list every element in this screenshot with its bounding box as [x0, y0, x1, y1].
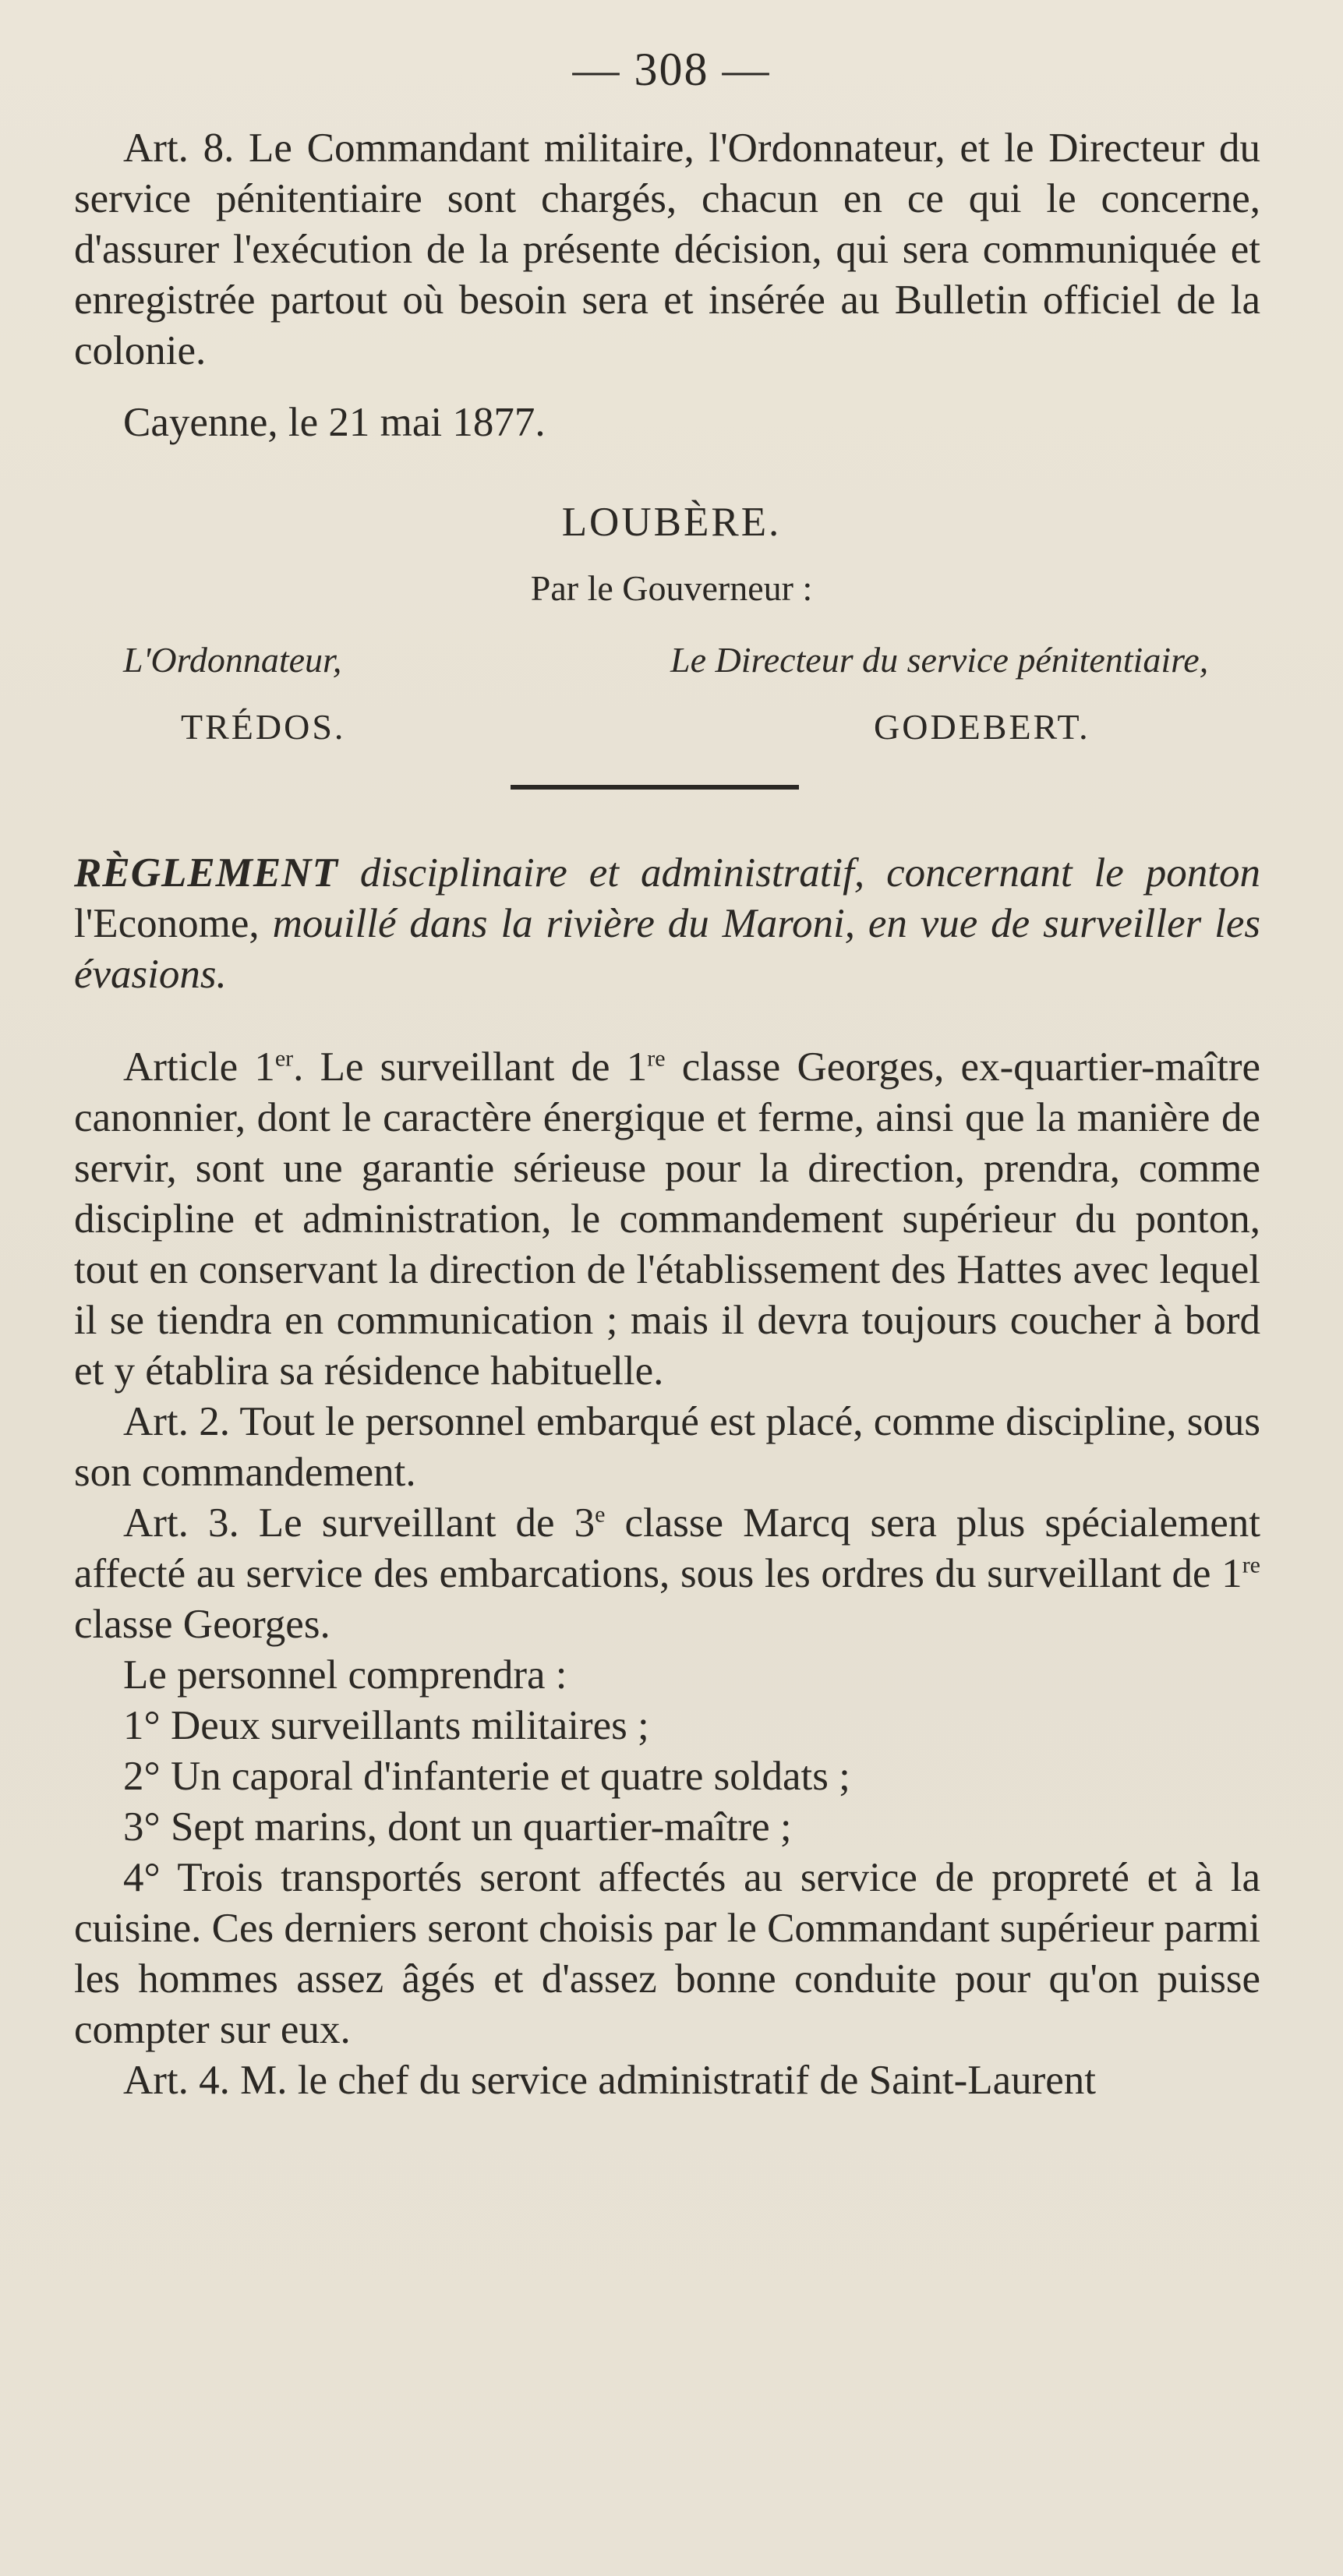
article-3-sup-1: e: [595, 1501, 606, 1528]
article-1-rest: classe Georges, ex-quartier-maître canonnier, dont le caractère énergique et ferme, ainsi que la manière de servir, sont une garantie sérieuse pour la direction, prendra, comme discipline et administration, le commandement supérieur du ponton, tout en conservant la direction de l'établissement des Hattes avec lequel il se tiendra en communication ; mais il devra toujours coucher à bord et y établira sa résidence habituelle.: [74, 1044, 1260, 1394]
ordonnateur-title: L'Ordonnateur,: [123, 640, 342, 680]
article-3-lead: Art. 3. Le surveillant de 3: [123, 1500, 596, 1546]
heading-ship-name: l'Econome,: [74, 901, 260, 946]
heading-part1: disciplinaire et administratif, concernant le ponton: [338, 850, 1260, 896]
directeur-title: Le Directeur du service pénitentiaire,: [670, 640, 1209, 680]
par-le-gouverneur: Par le Gouverneur :: [530, 568, 813, 608]
article-1: [74, 1042, 1260, 1397]
reglement-heading-text: [74, 848, 1260, 1000]
article-4: Art. 4. M. le chef du service administratif de Saint-Laurent: [123, 2058, 1097, 2103]
article-1-sup-2: re: [647, 1045, 666, 1072]
section-divider: [511, 785, 799, 790]
ordonnateur-name: TRÉDOS.: [181, 707, 346, 747]
dateline: Cayenne, le 21 mai 1877.: [123, 400, 546, 445]
article-1-lead: Article 1: [123, 1044, 275, 1090]
article-1-sup-1: er: [274, 1045, 294, 1072]
article-3-mid: classe Marcq sera plus spécialement affecté au service des embarcations, sous les ordres du surveillant de 1: [74, 1500, 1260, 1596]
article-1-mid: . Le surveillant de 1: [293, 1044, 648, 1090]
article-8-text: Art. 8. Le Commandant militaire, l'Ordonnateur, et le Directeur du service pénitentiaire sont chargés, chacun en ce qui le concerne, d'assurer l'exécution de la présente décision, qui sera communiquée et enregistrée partout où besoin sera et insérée au Bulletin officiel de la colonie.: [74, 125, 1260, 373]
article-3: [74, 1498, 1260, 1650]
signatory-name: LOUBÈRE.: [561, 500, 782, 545]
page-number: — 308 —: [572, 44, 771, 95]
list-item: 1° Deux surveillants militaires ;: [123, 1703, 649, 1748]
personnel-intro: Le personnel comprendra :: [123, 1652, 567, 1698]
list-item: 2° Un caporal d'infanterie et quatre soldats ;: [123, 1754, 850, 1799]
heading-part2: mouillé dans la rivière du Maroni, en vue de surveiller les évasions.: [74, 901, 1260, 997]
reglement-body: [74, 1042, 1260, 2106]
reglement-heading: [74, 848, 1260, 1000]
article-3-sup-2: re: [1242, 1552, 1260, 1578]
heading-caps: RÈGLEMENT: [74, 850, 338, 896]
article-2: Art. 2. Tout le personnel embarqué est placé, comme discipline, sous son commandement.: [74, 1399, 1260, 1495]
directeur-name: GODEBERT.: [874, 707, 1090, 747]
list-item: 4° Trois transportés seront affectés au service de propreté et à la cuisine. Ces derniers seront choisis par le Commandant supérieur parmi les hommes assez âgés et d'assez bonne conduite pour qu'on puisse compter sur eux.: [74, 1855, 1260, 2052]
article-3-rest: classe Georges.: [74, 1602, 330, 1647]
list-item: 3° Sept marins, dont un quartier-maître ;: [123, 1804, 792, 1850]
article-8: [74, 123, 1260, 376]
